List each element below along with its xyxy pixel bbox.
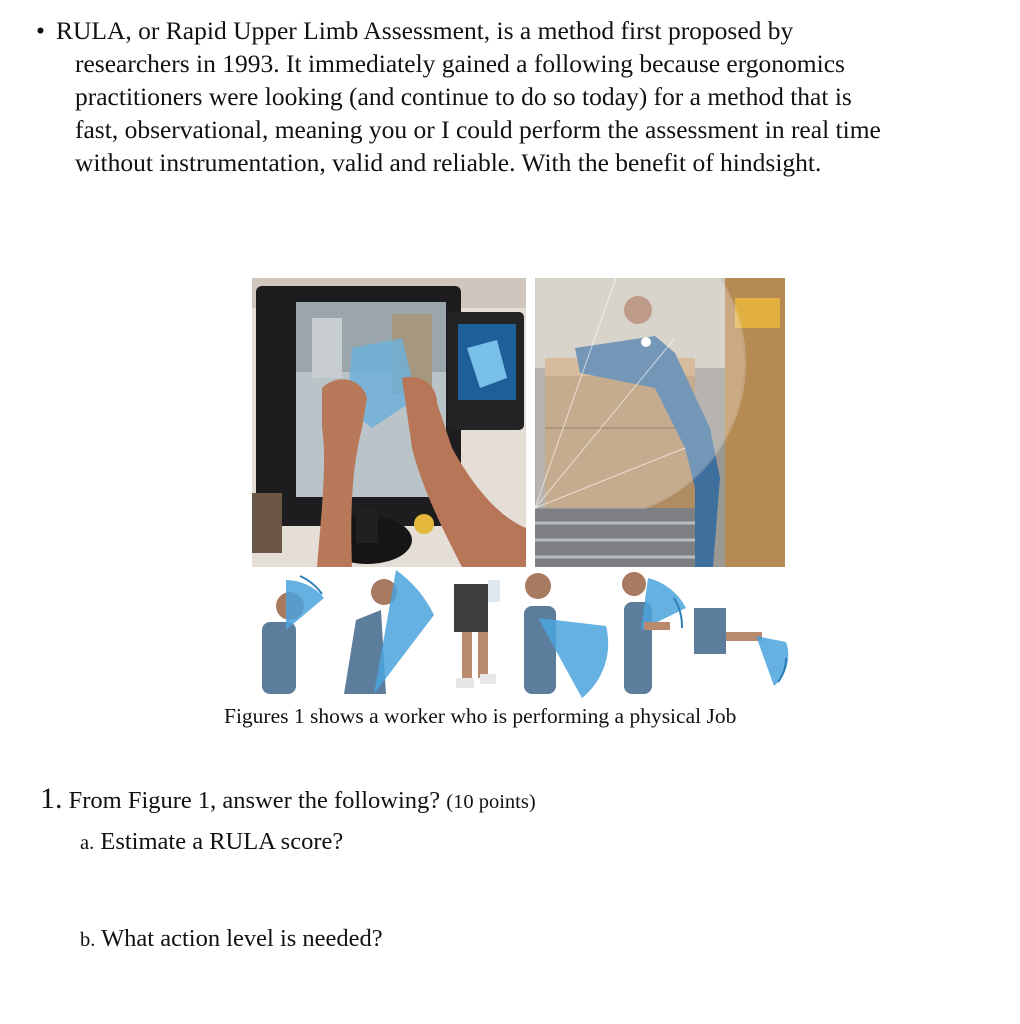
question-number: 1. xyxy=(40,782,63,815)
question-points: (10 points) xyxy=(446,791,536,813)
part-a-label: a. xyxy=(80,832,95,854)
intro-line-3: practitioners were looking (and continue to do so today) for a method that is xyxy=(75,82,852,111)
posture-upper-arm xyxy=(524,573,608,698)
monitor-measurement-photo xyxy=(252,278,526,567)
question-text: From Figure 1, answer the following? xyxy=(68,787,441,814)
posture-trunk-flexion xyxy=(344,570,434,694)
intro-line-4: fast, observational, meaning you or I could perform the assessment in real time xyxy=(75,115,881,144)
monitor-photo-illustration xyxy=(252,278,526,567)
part-a-text: Estimate a RULA score? xyxy=(100,828,344,855)
part-b-text: What action level is needed? xyxy=(101,925,383,952)
worker-photo-illustration xyxy=(535,278,785,567)
intro-line-2: researchers in 1993. It immediately gained a following because ergonomics xyxy=(75,49,845,78)
figure-caption: Figures 1 shows a worker who is performing a physical Job xyxy=(224,704,737,728)
worker-reaching-photo xyxy=(535,278,785,567)
intro-line-5: without instrumentation, valid and reliable. With the benefit of hindsight. xyxy=(75,148,822,177)
figure-1 xyxy=(252,222,787,567)
posture-wrist xyxy=(694,608,788,686)
posture-examples xyxy=(256,570,791,698)
posture-neck-flexion xyxy=(262,576,324,694)
part-b-label: b. xyxy=(80,929,96,951)
intro-paragraph xyxy=(36,14,1006,179)
intro-line-1: RULA, or Rapid Upper Limb Assessment, is a method first proposed by xyxy=(56,16,794,45)
question-1 xyxy=(40,782,536,816)
question-part-a xyxy=(80,828,343,856)
posture-illustrations xyxy=(256,570,791,698)
question-part-b xyxy=(80,925,383,953)
posture-lower-arm xyxy=(622,572,686,694)
intro-text xyxy=(56,14,1006,179)
posture-legs xyxy=(454,580,500,688)
bullet-marker: • xyxy=(36,16,45,45)
